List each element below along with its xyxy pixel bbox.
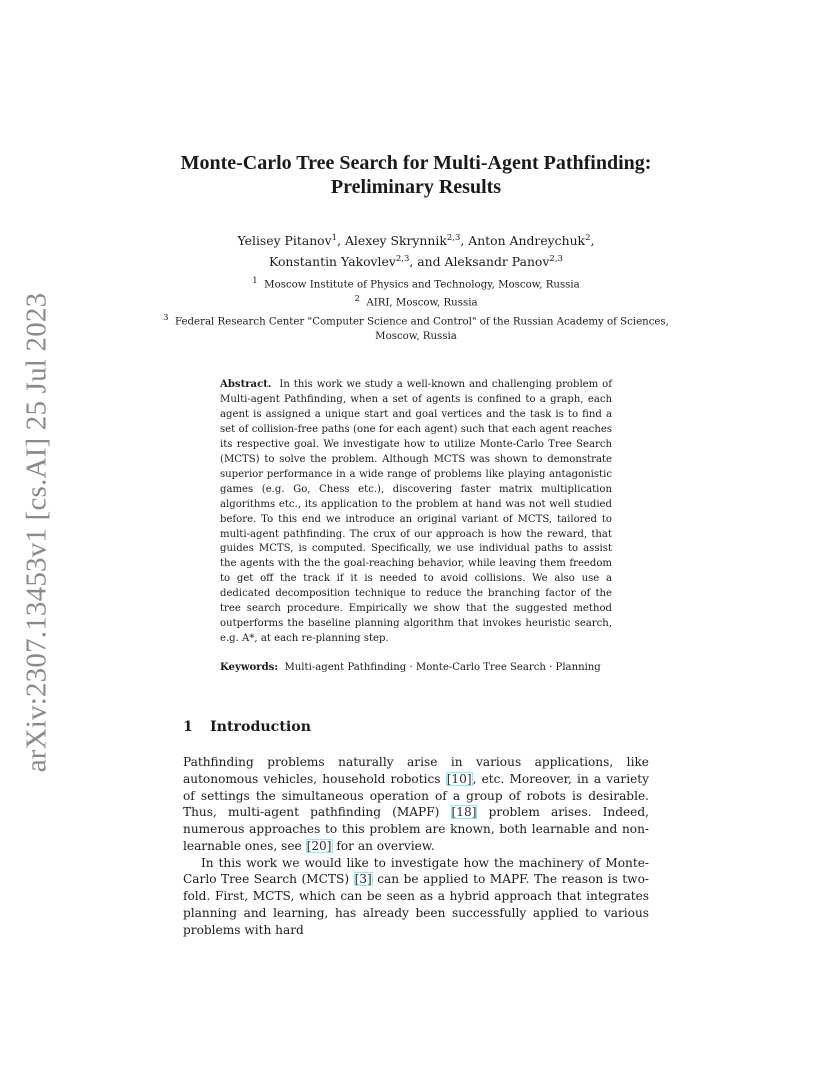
author-separator: , <box>337 233 345 249</box>
author-separator: , <box>590 233 595 249</box>
author-affiliation-mark: 2 <box>585 233 591 243</box>
keywords-label: Keywords: <box>220 662 279 673</box>
affiliation-list <box>140 274 692 344</box>
keywords <box>220 660 612 675</box>
citation-link[interactable]: [3] <box>354 872 372 887</box>
affiliation <box>140 274 692 292</box>
citation-link[interactable]: [10] <box>446 771 472 786</box>
keywords-text: Multi-agent Pathfinding · Monte-Carlo Tree Search · Planning <box>284 662 601 673</box>
citation-link[interactable]: [20] <box>306 838 332 853</box>
body-text <box>183 754 649 938</box>
author-name: Konstantin Yakovlev <box>269 254 396 270</box>
citation-link[interactable]: [18] <box>451 805 477 820</box>
author-name: Alexey Skrynnik <box>344 233 447 249</box>
author-separator: , <box>460 233 469 249</box>
paragraph-text: Pathfinding problems naturally arise in various applications, like autonomous vehicles, household robotics <box>183 755 649 786</box>
paragraph <box>183 855 649 939</box>
affiliation-mark: 1 <box>252 276 258 286</box>
author-name: Aleksandr Panov <box>444 254 550 270</box>
author-affiliation-mark: 2,3 <box>549 254 563 265</box>
paragraph-text: , etc. Moreover, in a variety of settings the simultaneous operation of a group of robots is desirable. Thus, multi-agent pathfinding (MAPF) <box>183 771 650 820</box>
abstract-label: Abstract. <box>220 379 272 390</box>
author-affiliation-mark: 2,3 <box>446 233 461 243</box>
author-affiliation-mark: 2,3 <box>395 254 410 265</box>
affiliation-mark: 3 <box>163 312 169 323</box>
abstract <box>220 378 612 647</box>
paragraph <box>183 754 649 855</box>
author-name: Anton Andreychuk <box>468 233 586 249</box>
arxiv-identifier: arXiv:2307.13453v1 [cs.AI] 25 Jul 2023 <box>20 292 53 773</box>
affiliation-mark: 2 <box>354 294 360 305</box>
section-title: Introduction <box>210 719 312 735</box>
section-number: 1 <box>183 719 193 735</box>
paragraph-text: for an overview. <box>332 838 435 853</box>
author-affiliation-mark: 1 <box>331 233 338 243</box>
author-separator: , and <box>409 254 445 270</box>
affiliation-text: Moscow Institute of Physics and Technology, Moscow, Russia <box>264 279 580 291</box>
affiliation <box>140 292 692 310</box>
affiliation <box>140 311 692 344</box>
arxiv-sidebar <box>20 292 53 773</box>
author-name: Yelisey Pitanov <box>237 233 332 249</box>
section-heading <box>183 718 311 736</box>
paragraph-text: problem arises. Indeed, numerous approaches to this problem are known, both learnable and non-learnable ones, see <box>183 805 649 853</box>
affiliation-text: Federal Research Center "Computer Science and Control" of the Russian Academy of Sciences, Moscow, Russia <box>174 316 669 343</box>
paragraph-text: can be applied to MAPF. The reason is two-fold. First, MCTS, which can be seen as a hybrid approach that integrates planning and learning, has already been successfully applied to various problems with hard <box>183 872 649 937</box>
paragraph-text: In this work we would like to investigate how the machinery of Monte-Carlo Tree Search (MCTS) <box>183 855 649 887</box>
abstract-text: In this work we study a well-known and challenging problem of Multi-agent Pathfinding, when a set of agents is confined to a graph, each agent is assigned a unique start and goal vertices and the task is to find a set of collision-free paths (one for each agent) such that each agent reaches its respective goal. We investigate how to utilize Monte-Carlo Tree Search (MCTS) to solve the problem. Although MCTS was shown to demonstrate superior performance in a wide range of problems like playing antagonistic games (e.g. Go, Chess etc.), discovering faster matrix multiplication algorithms etc., its application to the problem at hand was not well studied before. To this end we introduce an original variant of MCTS, tailored to multi-agent pathfinding. The crux of our approach is how the reward, that guides MCTS, is computed. Specifically, we use individual paths to assist the agents with the the goal-reaching behavior, while leaving them freedom to get off the track if it is needed to avoid collisions. We also use a dedicated decomposition technique to reduce the branching factor of the tree search procedure. Empirically we show that the suggested method outperforms the baseline planning algorithm that invokes heuristic search, e.g. A*, at each re-planning step. <box>220 379 612 645</box>
author-list <box>150 229 682 271</box>
affiliation-text: AIRI, Moscow, Russia <box>366 297 478 309</box>
paper-title: Monte-Carlo Tree Search for Multi-Agent Pathfinding: Preliminary Results <box>180 152 652 198</box>
